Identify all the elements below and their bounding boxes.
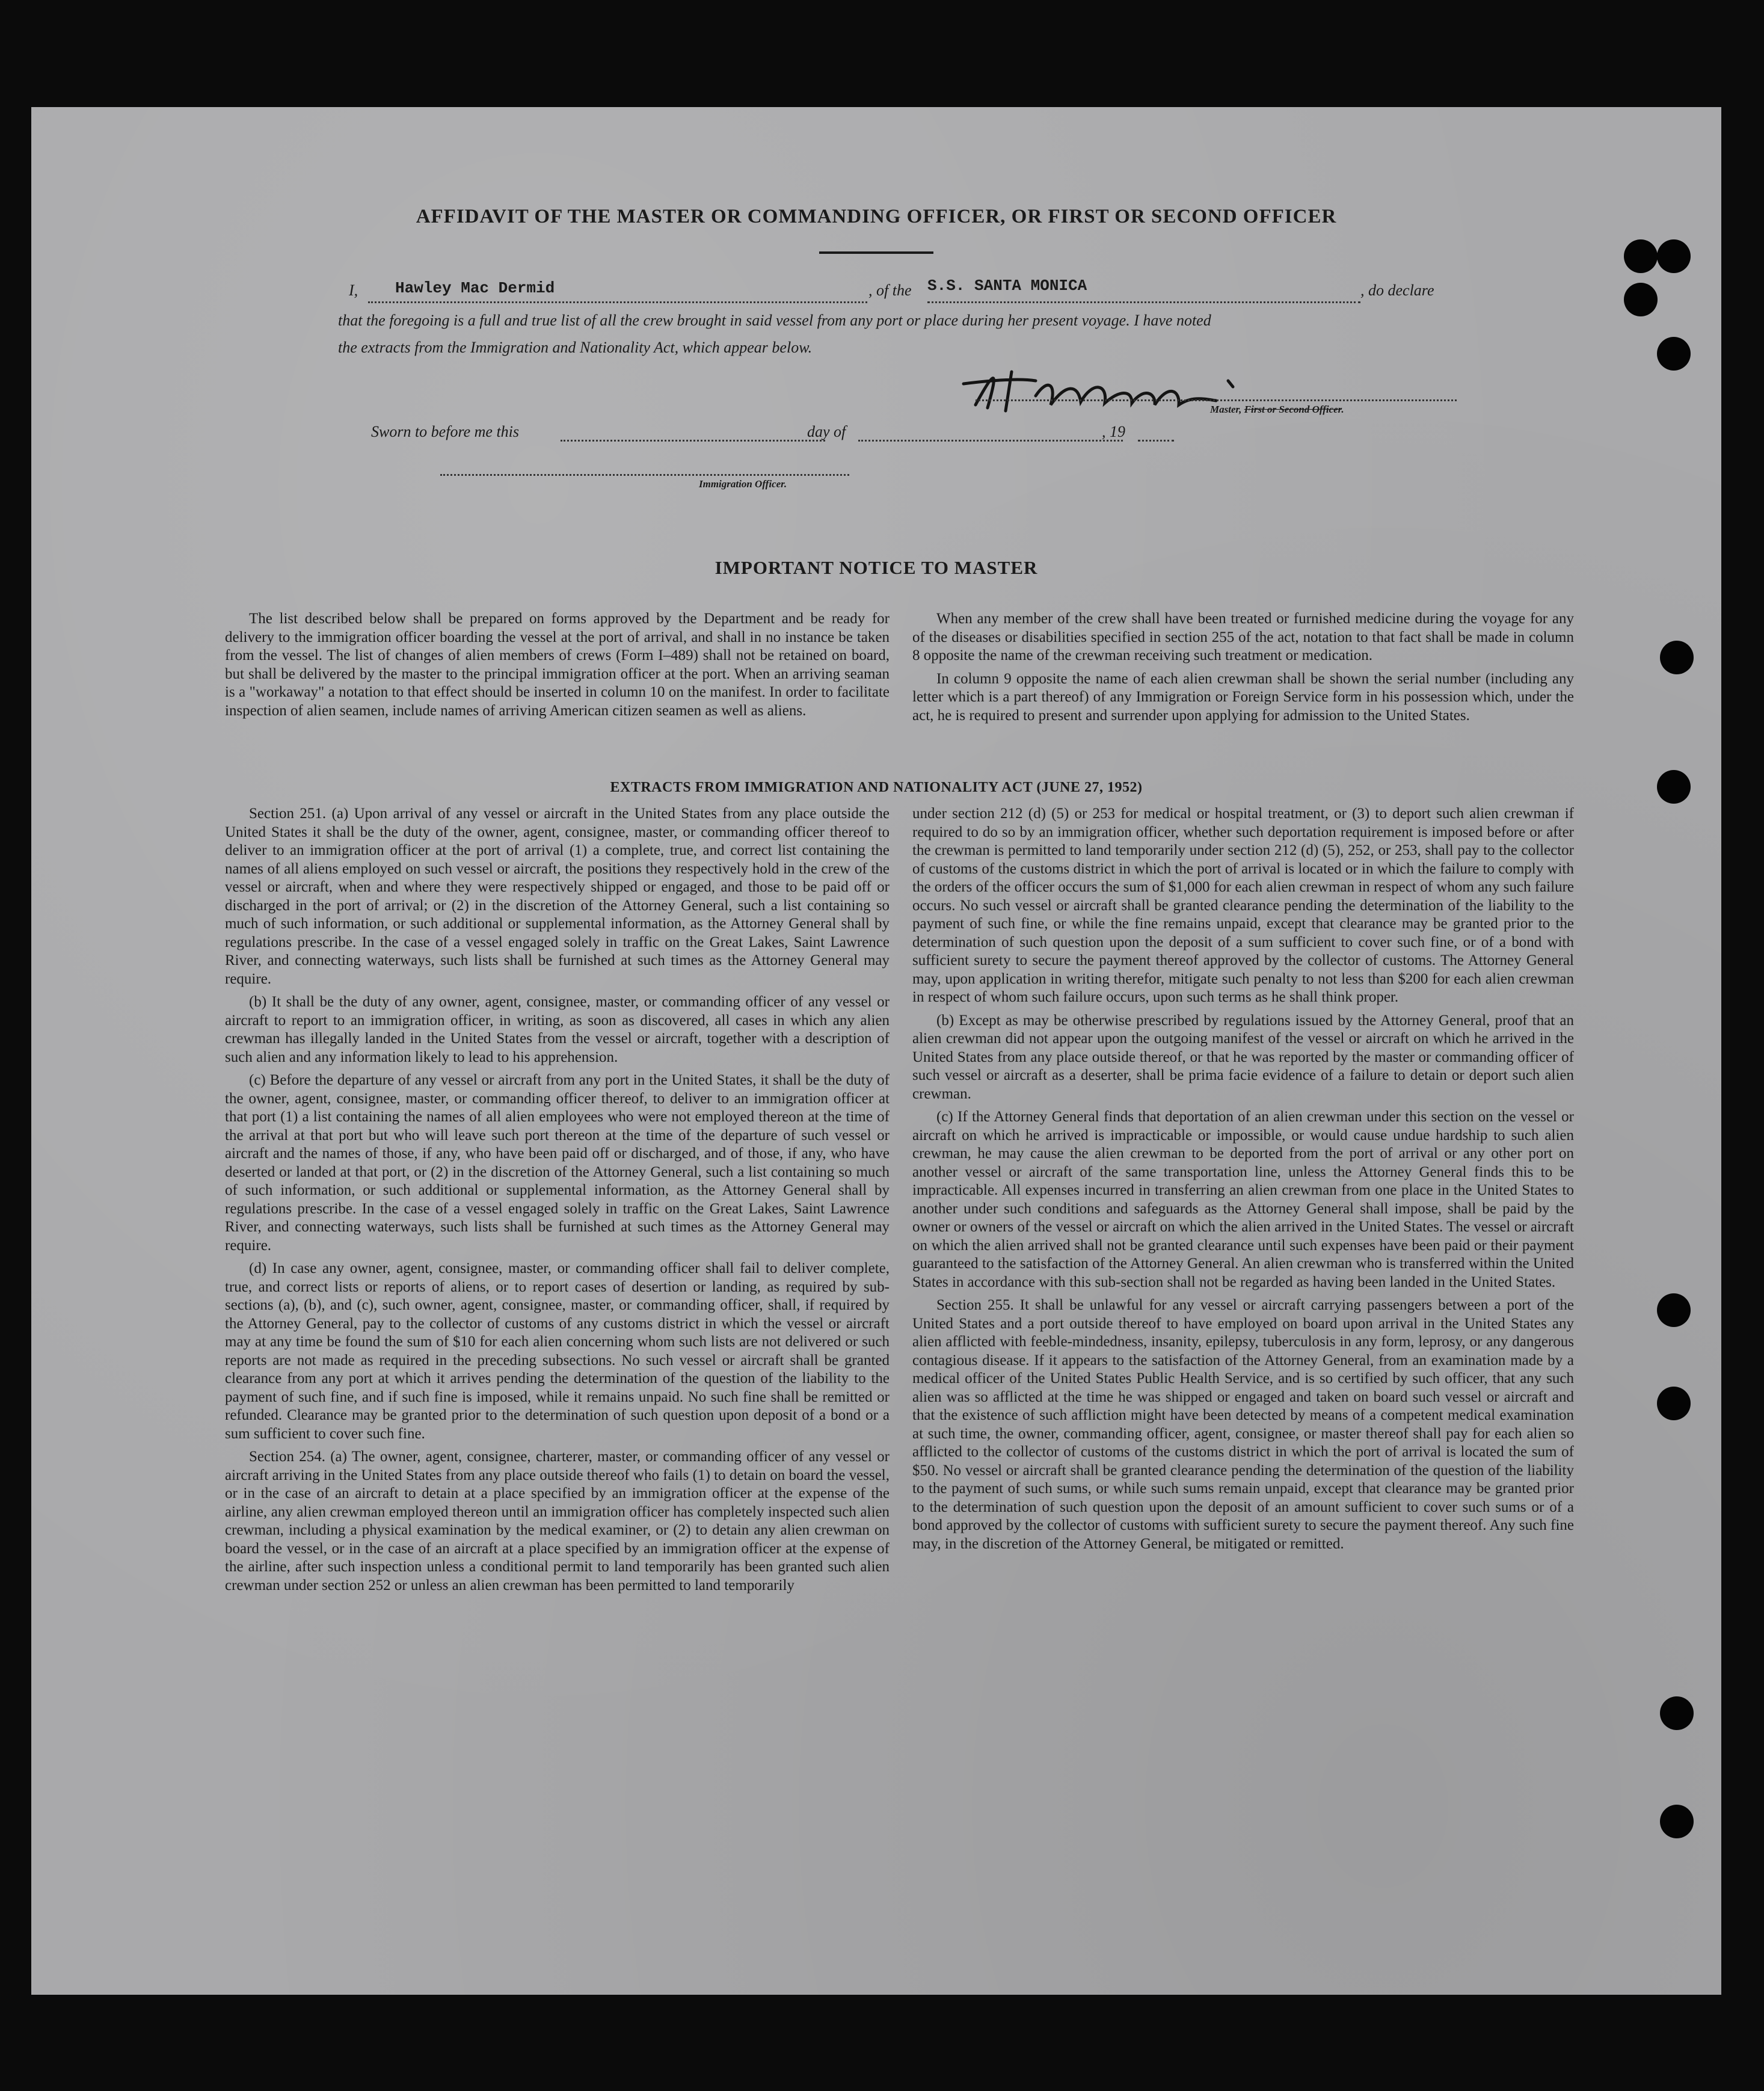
declaration-of-the: , of the [868, 282, 912, 299]
extracts-right-column [912, 805, 1574, 1553]
affidavit-title: AFFIDAVIT OF THE MASTER OR COMMANDING OFFICER, OR FIRST OR SECOND OFFICER [416, 206, 1337, 227]
extract-paragraph: (d) In case any owner, agent, consignee, master, or commanding officer shall fail to deliver complete, true, and correct lists or reports of aliens, or to report cases of desertion or landing, as required by sub-sections (a), (b), and (c), such owner, agent, consignee, master, or commanding officer, shall, if required by the Attorney General, pay to the collector of customs of any customs district in which the vessel or aircraft may at any time be found the sum of $10 for each alien concerning whom such lists are not delivered or such reports are not made as required in the preceding subsections. No such vessel or aircraft shall be granted clearance from any port at which it arrives pending the determination of the question of the liability to the payment of such fine, and if such fine is imposed, while it remains unpaid. No such fine shall be remitted or refunded. Clearance may be granted prior to the determination of such question upon deposit of a bond or a sum sufficient to cover such fine. [225, 1260, 890, 1442]
punch-hole [1660, 1696, 1694, 1730]
notice-right-paragraph: In column 9 opposite the name of each alien crewman shall be shown the serial number (including any letter which is a part thereof) of any Immigration or Foreign Service form in his possession which, under the act, he is required to present and surrender upon applying for admission to the United States. [912, 670, 1574, 724]
declaration-body-line1: that the foregoing is a full and true list of all the crew brought in said vessel from any port or place during her present voyage. I have noted [338, 312, 1211, 329]
punch-hole [1657, 770, 1691, 804]
extract-paragraph: Section 254. (a) The owner, agent, consignee, charterer, master, or commanding officer of any vessel or aircraft arriving in the United States from any place outside thereof who fails (1) to detain on board the vessel, or in the case of an aircraft to detain at a place specified by an immigration officer at the expense of the airline, any alien crewman employed thereon until an immigration officer has completely inspected such alien crewman, including a physical examination by the medical examiner, or (2) to detain any alien crewman on board the vessel, or in the case of an aircraft at a place specified by an immigration officer at the expense of the airline, after such inspection unless a conditional permit to land temporarily has been granted such alien crewman under section 252 or unless an alien crewman has been permitted to land temporarily [225, 1449, 890, 1594]
notice-right-paragraph: When any member of the crew shall have been treated or furnished medicine during the voyage for any of the diseases or disabilities specified in section 255 of the act, notation to that fact shall be made in column 8 opposite the name of the crewman receiving such treatment or medication. [912, 611, 1574, 664]
declaration-do-declare: , do declare [1360, 282, 1434, 299]
punch-hole [1657, 337, 1691, 371]
notice-right-column [912, 610, 1574, 725]
punch-hole [1660, 641, 1694, 674]
sworn-year: , 19 [1102, 423, 1125, 440]
vessel-name: S.S. SANTA MONICA [927, 277, 1087, 295]
punch-hole [1657, 239, 1691, 273]
notice-title: IMPORTANT NOTICE TO MASTER [715, 557, 1038, 578]
master-name: Hawley Mac Dermid [395, 279, 555, 297]
sworn-day-of: day of [807, 423, 846, 440]
punch-hole [1660, 1805, 1694, 1838]
notice-left-paragraph: The list described below shall be prepared on forms approved by the Department and be ready for delivery to the immigration officer boarding the vessel at the port of arrival, and shall in no instance be taken from the vessel. The list of changes of alien members of crews (Form I–489) shall not be retained on board, but shall be delivered by the master to the principal immigration officer at the port. When an arriving seaman is a "workaway" a notation to that effect should be inserted in column 10 on the manifest. In order to facilitate inspection of alien seamen, include names of arriving American citizen seamen as well as aliens. [225, 611, 890, 719]
signature-caption: Master, First or Second Officer. [1210, 404, 1344, 415]
punch-hole [1624, 239, 1658, 273]
extract-paragraph: Section 255. It shall be unlawful for any vessel or aircraft carrying passengers between a port of the United States and a port outside thereof to have employed on board upon arrival in the United States any alien afflicted with feeble-mindedness, insanity, epilepsy, tuberculosis in any form, leprosy, or any dangerous contagious disease. If it appears to the satisfaction of the Attorney General, from an examination made by a medical officer of the United States Public Health Service, and is so certified by such officer, that any such alien was so afflicted at the time he was shipped or engaged and taken on board such vessel or aircraft and that the existence of such affliction might have been detected by means of a competent medical examination at such time, the owner, commanding officer, agent, consignee, or master thereof shall pay for each alien so afflicted to the collector of customs of the customs district in which the port of arrival is located the sum of $50. No vessel or aircraft shall be granted clearance pending the determination of the question of the liability to the payment of such sums, or while such sums remain unpaid, except that clearance may be granted prior to the determination of such question upon the deposit of an amount sufficient to cover such sums or of a bond approved by the collector of customs with sufficient surety to secure the payment thereof. Any such fine may, in the discretion of the Attorney General, be mitigated or remitted. [912, 1297, 1574, 1552]
extract-paragraph: (b) It shall be the duty of any owner, agent, consignee, master, or commanding officer of any vessel or aircraft to report to an immigration officer, in writing, as soon as discovered, all cases in which any alien crewman has illegally landed in the United States from the vessel or aircraft, together with a description of such alien and any information likely to lead to his apprehension. [225, 994, 890, 1065]
punch-hole [1657, 1387, 1691, 1420]
sworn-text: Sworn to before me this [371, 423, 520, 440]
immigration-officer-label: Immigration Officer. [699, 478, 787, 490]
title-rule [819, 251, 933, 254]
document-page [31, 107, 1721, 1995]
extracts-title: EXTRACTS FROM IMMIGRATION AND NATIONALITY ACT (JUNE 27, 1952) [610, 780, 1143, 795]
notice-left-column [225, 610, 890, 720]
extract-paragraph: under section 212 (d) (5) or 253 for medical or hospital treatment, or (3) to deport such alien crewman if required to do so by an immigration officer, whether such deportation requirement is imposed before or after the crewman is permitted to land temporarily under section 212 (d) (5), 252, or 253, shall pay to the collector of customs of the customs district in which the port of arrival is located or in which the failure to comply with the orders of the officer occurs the sum of $1,000 for each alien crewman in respect of whom any such failure occurs. No such vessel or aircraft shall be granted clearance pending the determination of the liability to the payment of such fine, or while the fine remains unpaid, except that clearance may be granted prior to the determination of such question upon the deposit of a sum sufficient to cover such fine, or of a bond with sufficient surety to secure the payment thereof approved by the collector of customs. The Attorney General may, upon application in writing therefor, mitigate such penalty to not less than $200 for each alien crewman in respect of whom such failure occurs, upon such terms as he shall think proper. [912, 805, 1574, 1005]
extract-paragraph: (b) Except as may be otherwise prescribed by regulations issued by the Attorney General, proof that an alien crewman did not appear upon the outgoing manifest of the vessel or aircraft on which he arrived in the United States from any place outside thereof, or that he was reported by the master or commanding officer of such vessel or aircraft as a deserter, shall be prima facie evidence of a failure to detain or deport such alien crewman. [912, 1012, 1574, 1102]
extract-paragraph: (c) Before the departure of any vessel or aircraft from any port in the United States, it shall be the duty of the owner, agent, consignee, master, or commanding officer thereof, to deliver to an immigration officer at that port (1) a list containing the names of all alien employees who were not employed thereon at the time of the arrival at that port but who will leave such port thereon at the time of the departure of such vessel or aircraft and the names of those, if any, who have been paid off or discharged, and of those, if any, who have deserted or landed at that port, or (2) in the discretion of the Attorney General, such a list containing so much of such information, or such additional or supplemental information, as the Attorney General shall by regulations prescribe. In the case of a vessel engaged solely in traffic on the Great Lakes, Saint Lawrence River, and connecting waterways, such lists shall be furnished at such times as the Attorney General may require. [225, 1072, 890, 1254]
extract-paragraph: Section 251. (a) Upon arrival of any vessel or aircraft in the United States from any place outside the United States it shall be the duty of the owner, agent, consignee, master, or commanding officer thereof to deliver to an immigration officer at the port of arrival (1) a complete, true, and correct list containing the names of all aliens employed on such vessel or aircraft, the positions they respectively hold in the crew of the vessel or aircraft, when and where they were respectively shipped or engaged, and those to be paid off or discharged in the port of arrival; or (2) in the discretion of the Attorney General, such a list containing so much of such information, or such additional or supplemental information, as the Attorney General shall by regulations prescribe. In the case of a vessel engaged solely in traffic on the Great Lakes, Saint Lawrence River, and connecting waterways, such lists shall be furnished at such times as the Attorney General may require. [225, 805, 890, 987]
declaration-lead: I, [349, 282, 358, 299]
declaration-body-line2: the extracts from the Immigration and Nationality Act, which appear below. [338, 339, 813, 356]
punch-hole [1657, 1293, 1691, 1327]
extract-paragraph: (c) If the Attorney General finds that deportation of an alien crewman under this section on the vessel or aircraft on which he arrived is impracticable or impossible, or would cause undue hardship to such alien crewman, he may cause the alien crewman to be deported from the port of arrival or any other port on another vessel or aircraft of the same transportation line, unless the Attorney General finds this to be impracticable. All expenses incurred in transferring an alien crewman from one place in the United States to another under such conditions and safeguards as the Attorney General shall impose, shall be paid by the owner or owners of the vessel or aircraft on which the alien arrived in the United States. The vessel or aircraft on which the alien arrived shall not be granted clearance until such expenses have been paid or their payment guaranteed to the satisfaction of the Attorney General. An alien crewman who is transferred within the United States in accordance with this sub-section shall not be regarded as having been landed in the United States. [912, 1109, 1574, 1290]
punch-hole [1624, 283, 1658, 316]
extracts-left-column [225, 805, 890, 1595]
